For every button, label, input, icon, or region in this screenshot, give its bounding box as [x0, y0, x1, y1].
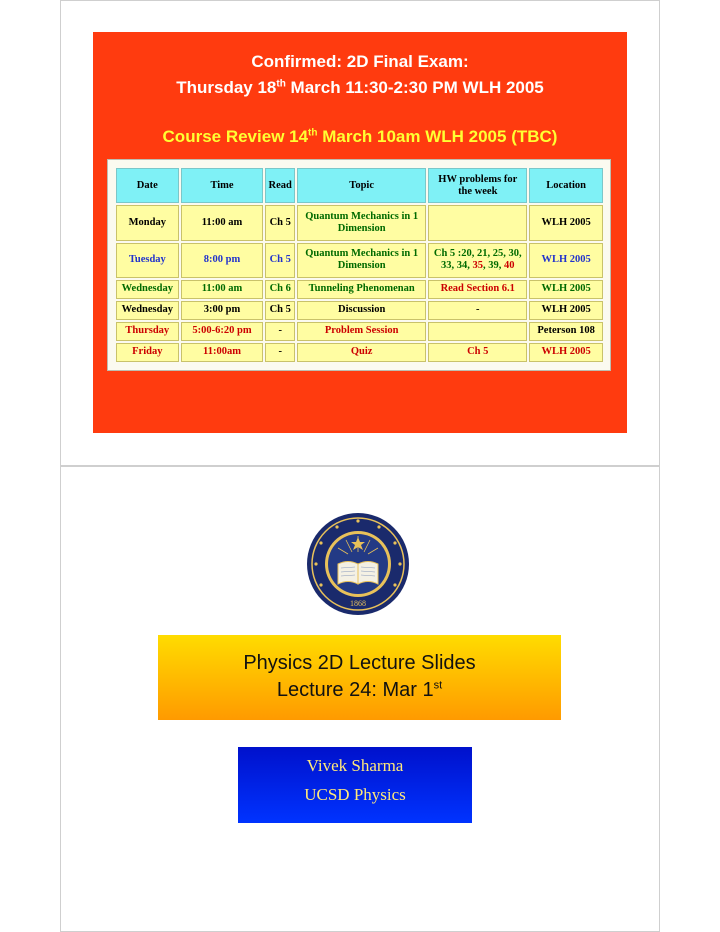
table-row: [116, 205, 603, 240]
table-row: [116, 243, 603, 278]
header-cell: Location: [529, 168, 603, 203]
time-cell: 11:00am: [181, 343, 264, 362]
table-row: [116, 280, 603, 299]
exam-title-line1: Confirmed: 2D Final Exam:: [251, 52, 469, 71]
location-cell: WLH 2005: [529, 280, 603, 299]
author-box: [238, 747, 472, 823]
date-cell: Thursday: [116, 322, 179, 341]
read-cell: -: [265, 322, 295, 341]
date-cell: Tuesday: [116, 243, 179, 278]
location-cell: WLH 2005: [529, 301, 603, 320]
date-cell: Monday: [116, 205, 179, 240]
svg-text:1868: 1868: [350, 599, 366, 608]
date-cell: Friday: [116, 343, 179, 362]
date-cell: Wednesday: [116, 301, 179, 320]
time-cell: 3:00 pm: [181, 301, 264, 320]
header-cell: Read: [265, 168, 295, 203]
schedule-table: [114, 166, 605, 364]
time-cell: 5:00-6:20 pm: [181, 322, 264, 341]
hw-cell: [428, 205, 527, 240]
course-review-line: Course Review 14th March 10am WLH 2005 (TBC): [162, 127, 558, 146]
location-cell: Peterson 108: [529, 322, 603, 341]
exam-announcement-slide: [93, 32, 627, 433]
header-cell: Topic: [297, 168, 426, 203]
table-header-row: [116, 168, 603, 203]
exam-title-line2: Thursday 18th March 11:30-2:30 PM WLH 2005: [176, 78, 544, 97]
hw-cell: Ch 5: [428, 343, 527, 362]
topic-cell: Quiz: [297, 343, 426, 362]
university-seal-icon: [306, 512, 410, 616]
topic-cell: Problem Session: [297, 322, 426, 341]
location-cell: WLH 2005: [529, 205, 603, 240]
read-cell: Ch 5: [265, 301, 295, 320]
time-cell: 8:00 pm: [181, 243, 264, 278]
author-affiliation: UCSD Physics: [304, 785, 406, 804]
time-cell: 11:00 am: [181, 205, 264, 240]
topic-cell: Tunneling Phenomenan: [297, 280, 426, 299]
header-cell: Date: [116, 168, 179, 203]
author-name: Vivek Sharma: [306, 756, 404, 775]
topic-cell: Discussion: [297, 301, 426, 320]
lecture-title-line2: Lecture 24: Mar 1st: [276, 679, 443, 701]
location-cell: WLH 2005: [529, 343, 603, 362]
hw-cell: Read Section 6.1: [428, 280, 527, 299]
table-row: [116, 301, 603, 320]
schedule-table-panel: [107, 159, 611, 371]
hw-cell: [428, 322, 527, 341]
table-row: [116, 343, 603, 362]
lecture-title-box: [158, 635, 561, 720]
hw-cell: Ch 5 :20, 21, 25, 30, 33, 34, 35, 39, 40: [428, 243, 527, 278]
read-cell: Ch 5: [265, 243, 295, 278]
read-cell: Ch 6: [265, 280, 295, 299]
location-cell: WLH 2005: [529, 243, 603, 278]
topic-cell: Quantum Mechanics in 1 Dimension: [297, 243, 426, 278]
topic-cell: Quantum Mechanics in 1 Dimension: [297, 205, 426, 240]
header-cell: Time: [181, 168, 264, 203]
read-cell: -: [265, 343, 295, 362]
date-cell: Wednesday: [116, 280, 179, 299]
read-cell: Ch 5: [265, 205, 295, 240]
header-cell: HW problems for the week: [428, 168, 527, 203]
hw-cell: -: [428, 301, 527, 320]
table-row: [116, 322, 603, 341]
lecture-title-line1: Physics 2D Lecture Slides: [243, 652, 476, 674]
time-cell: 11:00 am: [181, 280, 264, 299]
